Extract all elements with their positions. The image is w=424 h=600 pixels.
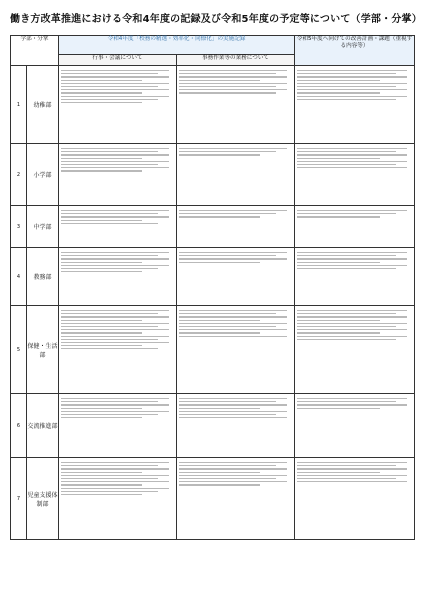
row-number: 6 — [11, 394, 27, 458]
cell-r4-office — [177, 394, 295, 458]
cell-r5-plan — [295, 248, 415, 306]
row-category: 中学部 — [27, 206, 59, 248]
row-category: 小学部 — [27, 144, 59, 206]
row-number: 5 — [11, 306, 27, 394]
table-row — [11, 458, 415, 540]
row-category: 児童支援体制部 — [27, 458, 59, 540]
subheader-office-work: 事務作業等の業務について — [177, 55, 295, 66]
plan-table — [10, 35, 415, 540]
cell-r5-plan — [295, 144, 415, 206]
page-title: 働き方改革推進における令和4年度の記録及び令和5年度の予定等について（学部・分掌） — [10, 14, 422, 25]
header-r4-record: 令和4年度「校務の精選・効率化・同僚化」の実施記録 — [59, 36, 295, 55]
row-number: 4 — [11, 248, 27, 306]
cell-r4-office — [177, 144, 295, 206]
header-category: 学部・分掌 — [11, 36, 59, 66]
table-row — [11, 66, 415, 144]
row-number: 3 — [11, 206, 27, 248]
cell-r4-office — [177, 306, 295, 394]
row-category: 教務部 — [27, 248, 59, 306]
row-number: 7 — [11, 458, 27, 540]
cell-r4-events — [59, 144, 177, 206]
row-category: 交流推進部 — [27, 394, 59, 458]
cell-r5-plan — [295, 394, 415, 458]
row-number: 1 — [11, 66, 27, 144]
subheader-events-meetings: 行事・会議について — [59, 55, 177, 66]
table-row — [11, 144, 415, 206]
cell-r4-office — [177, 458, 295, 540]
cell-r5-plan — [295, 306, 415, 394]
cell-r4-events — [59, 458, 177, 540]
row-number: 2 — [11, 144, 27, 206]
table-row — [11, 248, 415, 306]
cell-r5-plan — [295, 66, 415, 144]
row-category: 保健・生活部 — [27, 306, 59, 394]
cell-r4-office — [177, 206, 295, 248]
row-category: 幼稚部 — [27, 66, 59, 144]
cell-r4-events — [59, 306, 177, 394]
cell-r4-office — [177, 248, 295, 306]
table-row — [11, 394, 415, 458]
cell-r4-events — [59, 66, 177, 144]
header-r5-plan: 令和5年度へ向けての改善計画・課題（重視する内容等） — [295, 36, 415, 66]
cell-r4-events — [59, 394, 177, 458]
table-row — [11, 206, 415, 248]
table-row — [11, 306, 415, 394]
cell-r5-plan — [295, 458, 415, 540]
cell-r4-events — [59, 206, 177, 248]
cell-r5-plan — [295, 206, 415, 248]
cell-r4-office — [177, 66, 295, 144]
cell-r4-events — [59, 248, 177, 306]
